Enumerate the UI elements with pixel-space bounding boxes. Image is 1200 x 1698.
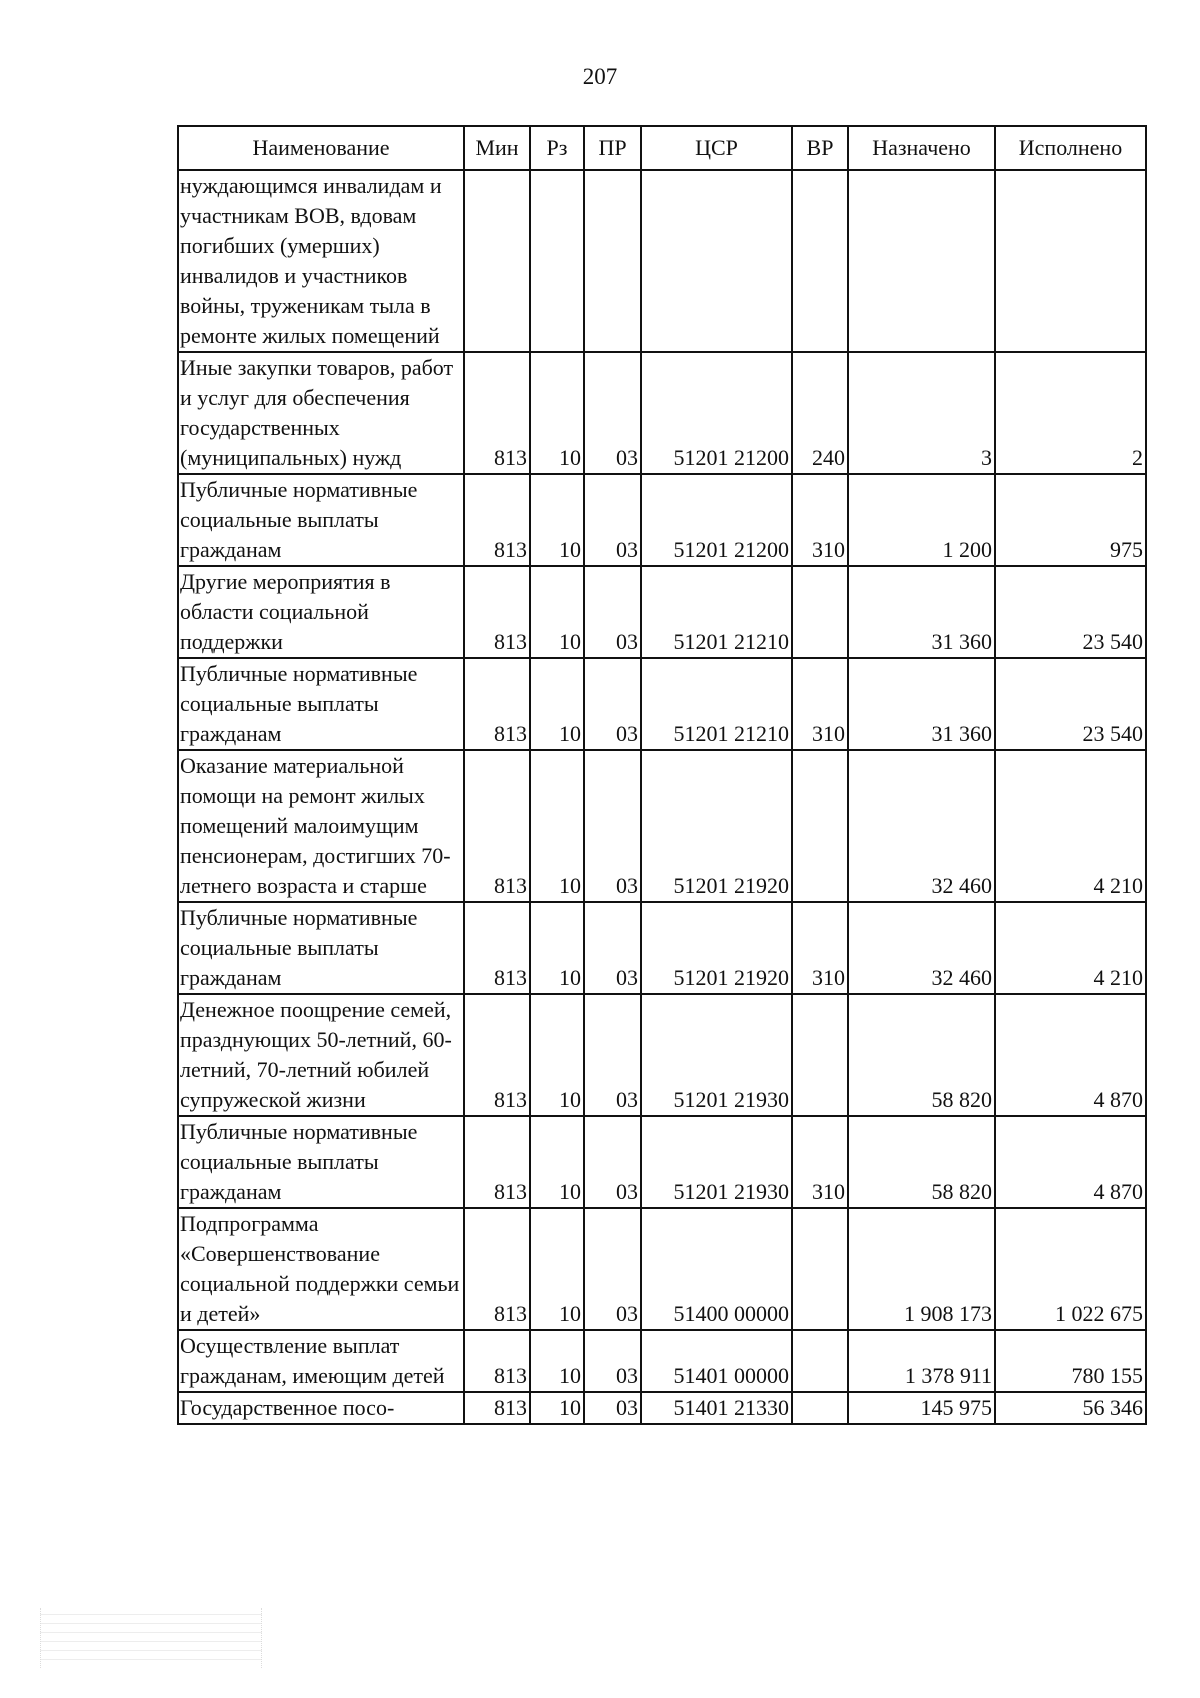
cell-assigned: 1 378 911 — [848, 1330, 995, 1392]
cell-vr — [792, 170, 848, 352]
cell-csr: 51201 21200 — [641, 474, 792, 566]
table-body — [178, 170, 1146, 1424]
cell-pr — [584, 170, 641, 352]
header-min: Мин — [464, 126, 530, 170]
table-header-row — [178, 126, 1146, 170]
cell-rz: 10 — [530, 1208, 584, 1330]
cell-executed: 4 210 — [995, 902, 1146, 994]
cell-csr: 51201 21920 — [641, 750, 792, 902]
cell-assigned: 32 460 — [848, 902, 995, 994]
cell-min: 813 — [464, 352, 530, 474]
table-row — [178, 902, 1146, 994]
cell-assigned: 1 200 — [848, 474, 995, 566]
cell-pr: 03 — [584, 994, 641, 1116]
cell-vr — [792, 1392, 848, 1424]
page-number: 207 — [582, 64, 618, 89]
cell-min: 813 — [464, 1392, 530, 1424]
cell-pr: 03 — [584, 352, 641, 474]
cell-pr: 03 — [584, 750, 641, 902]
cell-csr: 51201 21210 — [641, 658, 792, 750]
cell-assigned: 145 975 — [848, 1392, 995, 1424]
cell-pr: 03 — [584, 1208, 641, 1330]
cell-assigned: 1 908 173 — [848, 1208, 995, 1330]
cell-pr: 03 — [584, 566, 641, 658]
cell-rz: 10 — [530, 474, 584, 566]
cell-vr — [792, 1330, 848, 1392]
cell-csr: 51201 21930 — [641, 1116, 792, 1208]
cell-executed: 975 — [995, 474, 1146, 566]
cell-assigned: 32 460 — [848, 750, 995, 902]
header-vr: ВР — [792, 126, 848, 170]
cell-pr: 03 — [584, 902, 641, 994]
header-name: Наименование — [178, 126, 464, 170]
cell-executed — [995, 170, 1146, 352]
cell-name: Публичные нормативные социальные выплаты гражданам — [178, 658, 464, 750]
cell-name: Публичные нормативные социальные выплаты гражданам — [178, 474, 464, 566]
cell-name: Оказание материальной помощи на ремонт жилых помещений малоимущим пенсионерам, достигших 70-летнего возраста и старше — [178, 750, 464, 902]
cell-csr: 51401 00000 — [641, 1330, 792, 1392]
cell-executed: 4 870 — [995, 1116, 1146, 1208]
scan-smudge — [40, 1608, 262, 1668]
cell-assigned — [848, 170, 995, 352]
cell-rz: 10 — [530, 994, 584, 1116]
cell-executed: 2 — [995, 352, 1146, 474]
cell-name: Иные закупки товаров, работ и услуг для обеспечения государственных (муниципальных) нужд — [178, 352, 464, 474]
cell-assigned: 3 — [848, 352, 995, 474]
cell-rz — [530, 170, 584, 352]
cell-executed: 4 210 — [995, 750, 1146, 902]
cell-executed: 780 155 — [995, 1330, 1146, 1392]
table-row — [178, 352, 1146, 474]
cell-pr: 03 — [584, 1330, 641, 1392]
cell-name: Государственное посо- — [178, 1392, 464, 1424]
cell-csr: 51201 21930 — [641, 994, 792, 1116]
header-pr: ПР — [584, 126, 641, 170]
cell-assigned: 58 820 — [848, 994, 995, 1116]
cell-assigned: 31 360 — [848, 566, 995, 658]
table-row — [178, 1208, 1146, 1330]
cell-min: 813 — [464, 1208, 530, 1330]
table-row — [178, 1392, 1146, 1424]
cell-rz: 10 — [530, 352, 584, 474]
cell-min — [464, 170, 530, 352]
cell-rz: 10 — [530, 902, 584, 994]
cell-min: 813 — [464, 750, 530, 902]
cell-name: Другие мероприятия в области социальной поддержки — [178, 566, 464, 658]
header-csr: ЦСР — [641, 126, 792, 170]
header-assigned: Назначено — [848, 126, 995, 170]
cell-min: 813 — [464, 902, 530, 994]
cell-rz: 10 — [530, 566, 584, 658]
table-row — [178, 566, 1146, 658]
cell-rz: 10 — [530, 750, 584, 902]
cell-vr — [792, 1208, 848, 1330]
cell-executed: 4 870 — [995, 994, 1146, 1116]
table-row — [178, 170, 1146, 352]
header-rz: Рз — [530, 126, 584, 170]
cell-csr: 51201 21210 — [641, 566, 792, 658]
cell-name: нуждающимся инвалидам и участникам ВОВ, вдовам погибших (умерших) инвалидов и участников войны, труженикам тыла в ремонте жилых помещений — [178, 170, 464, 352]
cell-min: 813 — [464, 1330, 530, 1392]
cell-rz: 10 — [530, 1116, 584, 1208]
cell-name: Денежное поощрение семей, празднующих 50-летний, 60-летний, 70-летний юбилей супружеской жизни — [178, 994, 464, 1116]
cell-min: 813 — [464, 566, 530, 658]
cell-vr: 310 — [792, 658, 848, 750]
cell-vr — [792, 994, 848, 1116]
cell-csr: 51400 00000 — [641, 1208, 792, 1330]
cell-csr: 51201 21200 — [641, 352, 792, 474]
table-row — [178, 994, 1146, 1116]
cell-csr — [641, 170, 792, 352]
cell-rz: 10 — [530, 1392, 584, 1424]
table-row — [178, 750, 1146, 902]
cell-pr: 03 — [584, 658, 641, 750]
cell-csr: 51201 21920 — [641, 902, 792, 994]
table-row — [178, 1116, 1146, 1208]
cell-rz: 10 — [530, 1330, 584, 1392]
cell-vr — [792, 750, 848, 902]
cell-name: Подпрограмма «Совершенствование социальной поддержки семьи и детей» — [178, 1208, 464, 1330]
cell-name: Осуществление выплат гражданам, имеющим детей — [178, 1330, 464, 1392]
cell-vr: 310 — [792, 902, 848, 994]
cell-assigned: 31 360 — [848, 658, 995, 750]
cell-min: 813 — [464, 994, 530, 1116]
cell-executed: 56 346 — [995, 1392, 1146, 1424]
cell-name: Публичные нормативные социальные выплаты гражданам — [178, 1116, 464, 1208]
table-row — [178, 474, 1146, 566]
cell-executed: 1 022 675 — [995, 1208, 1146, 1330]
cell-assigned: 58 820 — [848, 1116, 995, 1208]
table-row — [178, 658, 1146, 750]
budget-table — [177, 125, 1147, 1425]
cell-pr: 03 — [584, 474, 641, 566]
table-row — [178, 1330, 1146, 1392]
cell-vr: 310 — [792, 474, 848, 566]
cell-min: 813 — [464, 474, 530, 566]
cell-vr — [792, 566, 848, 658]
cell-pr: 03 — [584, 1116, 641, 1208]
cell-vr: 240 — [792, 352, 848, 474]
cell-csr: 51401 21330 — [641, 1392, 792, 1424]
cell-name: Публичные нормативные социальные выплаты гражданам — [178, 902, 464, 994]
cell-pr: 03 — [584, 1392, 641, 1424]
cell-vr: 310 — [792, 1116, 848, 1208]
cell-min: 813 — [464, 1116, 530, 1208]
cell-executed: 23 540 — [995, 658, 1146, 750]
cell-min: 813 — [464, 658, 530, 750]
header-executed: Исполнено — [995, 126, 1146, 170]
cell-rz: 10 — [530, 658, 584, 750]
cell-executed: 23 540 — [995, 566, 1146, 658]
